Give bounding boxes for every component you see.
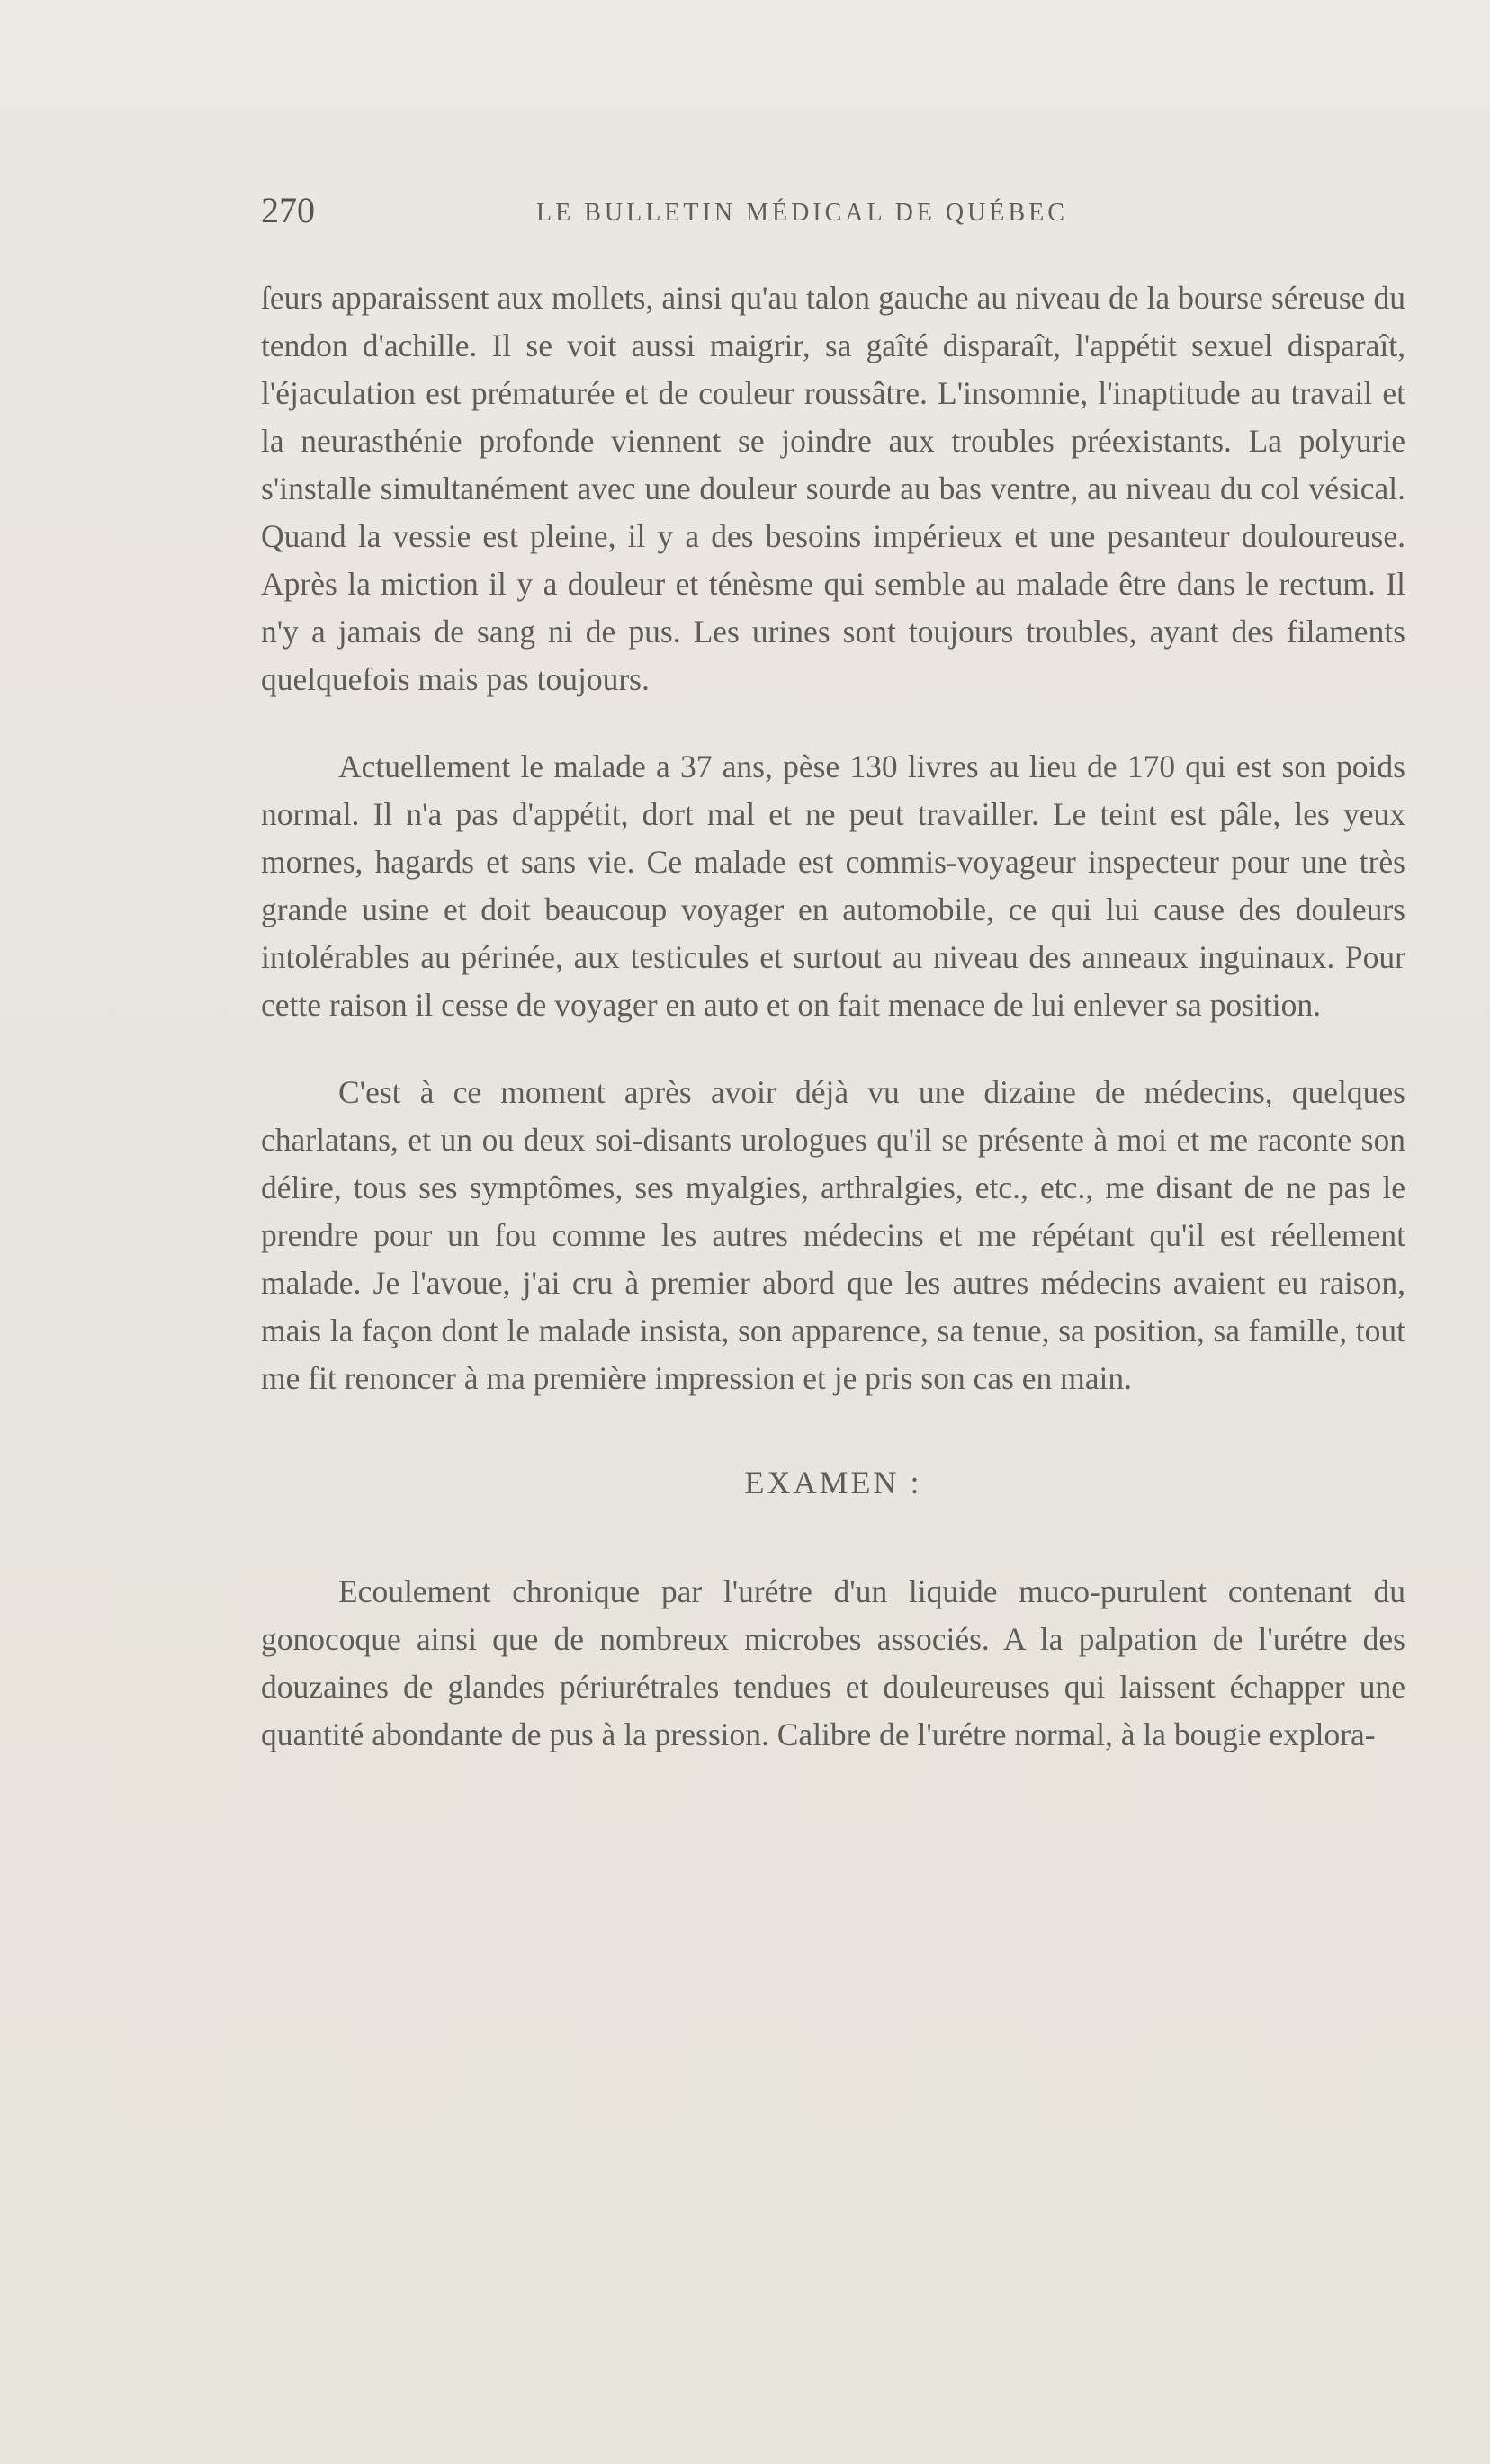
- paragraph-3: C'est à ce moment après avoir déjà vu une dizaine de médecins, quelques charlatans, et un ou deux soi-disants urologues qu'il se présente à moi et me raconte son délire, tous ses symptômes, ses myalgies, arthralgies, etc., etc., me disant de ne pas le prendre pour un fou comme les autres médecins et me répétant qu'il est réellement malade. Je l'avoue, j'ai cru à premier abord que les autres médecins avaient eu raison, mais la façon dont le malade insista, son apparence, sa tenue, sa position, sa famille, tout me fit renoncer à ma première impression et je pris son cas en main.: [261, 1074, 1405, 1396]
- paragraph-1: ſeurs apparaissent aux mollets, ainsi qu'au talon gauche au niveau de la bourse séreuse du tendon d'achille. Il se voit aussi maigrir, sa gaîté disparaît, l'appétit sexuel disparaît, l'éjaculation est prématurée et de couleur roussâtre. L'insomnie, l'inaptitude au travail et la neurasthénie profonde viennent se joindre aux troubles préexistants. La polyurie s'installe simultanément avec une douleur sourde au bas ventre, au niveau du col vésical. Quand la vessie est pleine, il y a des besoins impérieux et une pesanteur douloureuse. Après la miction il y a douleur et ténèsme qui semble au malade être dans le rectum. Il n'y a jamais de sang ni de pus. Les urines sont toujours troubles, ayant des filaments quelquefois mais pas toujours.: [261, 280, 1405, 697]
- paragraph-4: Ecoulement chronique par l'urétre d'un liquide muco-purulent contenant du gonocoque ainsi que de nombreux microbes associés. A la palpation de l'urétre des douzaines de glandes périurétrales tendues et douleureuses qui laissent échapper une quantité abondante de pus à la pression. Calibre de l'urétre normal, à la bougie explora-: [261, 1573, 1405, 1752]
- section-heading-examen: EXAMEN :: [744, 1465, 922, 1501]
- article-body: [261, 274, 1405, 1759]
- journal-title: LE BULLETIN MÉDICAL DE QUÉBEC: [536, 199, 1068, 227]
- page-number: 270: [261, 190, 315, 230]
- paragraph-2: Actuellement le malade a 37 ans, pèse 130 livres au lieu de 170 qui est son poids normal. Il n'a pas d'appétit, dort mal et ne peut travailler. Le teint est pâle, les yeux mornes, hagards et sans vie. Ce malade est commis-voyageur inspecteur pour une très grande usine et doit beaucoup voyager en automobile, ce qui lui cause des douleurs intolérables au périnée, aux testicules et surtout au niveau des anneaux inguinaux. Pour cette raison il cesse de voyager en auto et on fait menace de lui enlever sa position.: [261, 748, 1405, 1023]
- running-head: [261, 189, 1161, 234]
